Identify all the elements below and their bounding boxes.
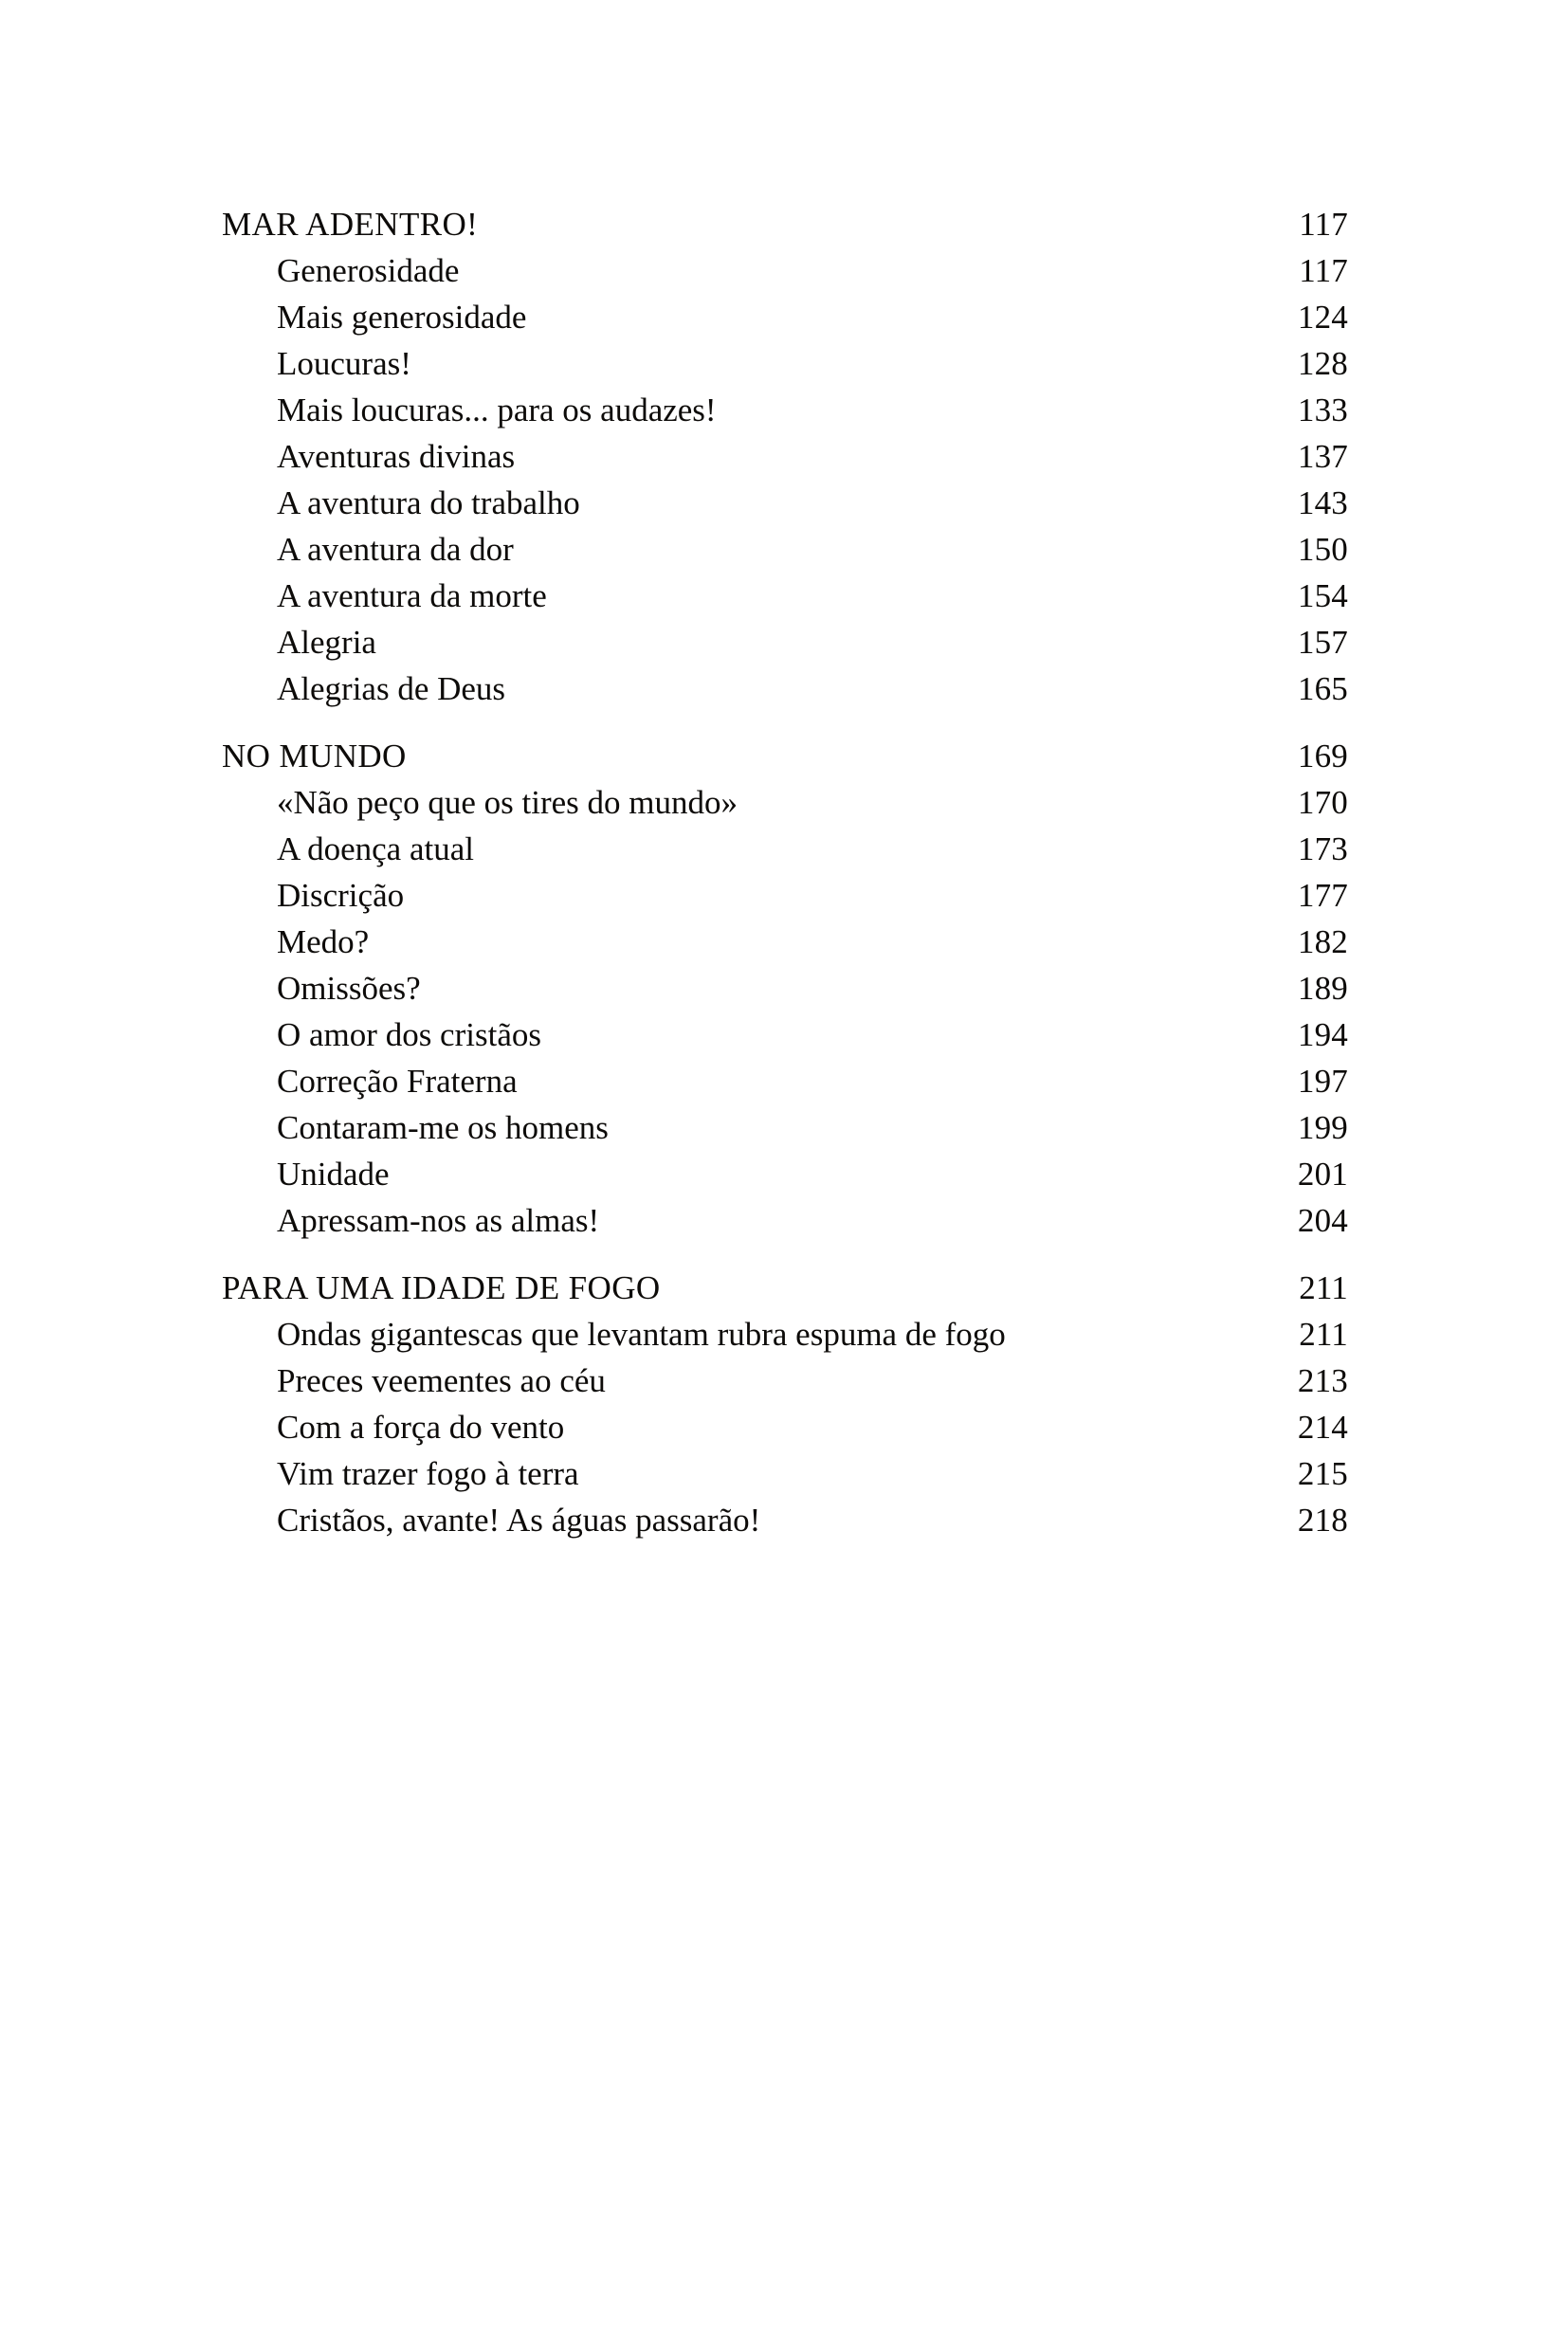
toc-entry-page-number: 137 <box>1297 438 1348 475</box>
toc-entry-page-number: 182 <box>1297 923 1348 960</box>
toc-section-heading[interactable] <box>222 733 1348 779</box>
toc-section <box>222 733 1348 1244</box>
toc-entry[interactable] <box>222 1197 1348 1244</box>
toc-entry-page-number: 173 <box>1297 830 1348 867</box>
toc-section-heading[interactable] <box>222 1265 1348 1311</box>
toc-entry[interactable] <box>222 1011 1348 1058</box>
toc-entry[interactable] <box>222 247 1348 294</box>
toc-entry-page-number: 157 <box>1297 624 1348 661</box>
toc-entry[interactable] <box>222 526 1348 573</box>
toc-entry[interactable] <box>222 1104 1348 1151</box>
toc-entry-page-number: 150 <box>1297 531 1348 568</box>
toc-entry-title: A aventura da morte <box>277 577 547 614</box>
toc-entry-title: A aventura do trabalho <box>277 484 580 521</box>
toc-section-heading[interactable] <box>222 201 1348 247</box>
toc-entry-title: Com a força do vento <box>277 1409 565 1446</box>
toc-entry[interactable] <box>222 340 1348 387</box>
toc-entry[interactable] <box>222 1058 1348 1104</box>
toc-entry-page-number: 218 <box>1297 1502 1348 1539</box>
toc-entry[interactable] <box>222 665 1348 712</box>
toc-entry-title: O amor dos cristãos <box>277 1016 541 1053</box>
toc-entry[interactable] <box>222 1311 1348 1358</box>
toc-section <box>222 201 1348 712</box>
toc-entry-title: Alegria <box>277 624 376 661</box>
toc-entry[interactable] <box>222 872 1348 919</box>
toc-entry-page-number: 213 <box>1297 1362 1348 1399</box>
toc-entry-page-number: 170 <box>1297 784 1348 821</box>
toc-entry[interactable] <box>222 387 1348 433</box>
toc-entry-title: Contaram-me os homens <box>277 1109 609 1146</box>
toc-section-title: PARA UMA IDADE DE FOGO <box>222 1269 661 1306</box>
toc-entry-title: Vim trazer fogo à terra <box>277 1455 579 1492</box>
toc-entry-title: Alegrias de Deus <box>277 670 506 707</box>
toc-list <box>222 201 1348 1543</box>
toc-entry-page-number: 117 <box>1299 252 1348 289</box>
toc-entry[interactable] <box>222 1358 1348 1404</box>
toc-entry[interactable] <box>222 433 1348 480</box>
toc-section-page-number: 117 <box>1299 206 1348 243</box>
toc-entry[interactable] <box>222 965 1348 1011</box>
toc-entry-title: Aventuras divinas <box>277 438 516 475</box>
toc-entry-title: Loucuras! <box>277 345 411 382</box>
toc-entry-title: Cristãos, avante! As águas passarão! <box>277 1502 761 1539</box>
toc-entry-title: A aventura da dor <box>277 531 514 568</box>
toc-entry[interactable] <box>222 826 1348 872</box>
toc-entry-page-number: 124 <box>1297 299 1348 336</box>
toc-entry-title: Apressam-nos as almas! <box>277 1202 600 1239</box>
toc-entry-page-number: 215 <box>1297 1455 1348 1492</box>
toc-entry-title: Discrição <box>277 877 405 914</box>
toc-entry-title: Generosidade <box>277 252 460 289</box>
toc-entry-page-number: 197 <box>1297 1063 1348 1100</box>
toc-section <box>222 1265 1348 1543</box>
toc-entry-page-number: 201 <box>1297 1156 1348 1193</box>
toc-entry[interactable] <box>222 1450 1348 1497</box>
toc-entry[interactable] <box>222 919 1348 965</box>
toc-entry-title: Ondas gigantescas que levantam rubra espuma de fogo <box>277 1316 1006 1353</box>
toc-entry-page-number: 199 <box>1297 1109 1348 1146</box>
toc-entry-title: Omissões? <box>277 970 421 1007</box>
toc-entry[interactable] <box>222 1151 1348 1197</box>
toc-entry-page-number: 211 <box>1299 1316 1348 1353</box>
toc-entry-title: Mais generosidade <box>277 299 527 336</box>
toc-entry-title: Unidade <box>277 1156 390 1193</box>
toc-section-title: NO MUNDO <box>222 738 407 775</box>
toc-entry-page-number: 204 <box>1297 1202 1348 1239</box>
toc-entry-title: Medo? <box>277 923 370 960</box>
toc-entry[interactable] <box>222 779 1348 826</box>
toc-entry[interactable] <box>222 619 1348 665</box>
toc-section-page-number: 169 <box>1297 738 1348 775</box>
toc-section-page-number: 211 <box>1299 1269 1348 1306</box>
toc-entry-page-number: 165 <box>1297 670 1348 707</box>
toc-entry[interactable] <box>222 1497 1348 1543</box>
toc-entry-page-number: 154 <box>1297 577 1348 614</box>
toc-entry-page-number: 189 <box>1297 970 1348 1007</box>
toc-entry-page-number: 194 <box>1297 1016 1348 1053</box>
toc-entry-page-number: 177 <box>1297 877 1348 914</box>
toc-entry[interactable] <box>222 294 1348 340</box>
toc-entry-title: «Não peço que os tires do mundo» <box>277 784 738 821</box>
toc-entry-page-number: 214 <box>1297 1409 1348 1446</box>
toc-entry[interactable] <box>222 1404 1348 1450</box>
toc-entry-page-number: 128 <box>1297 345 1348 382</box>
toc-section-title: MAR ADENTRO! <box>222 206 479 243</box>
toc-entry-title: A doença atual <box>277 830 474 867</box>
toc-entry[interactable] <box>222 480 1348 526</box>
toc-entry-title: Mais loucuras... para os audazes! <box>277 392 717 428</box>
toc-entry-page-number: 133 <box>1297 392 1348 428</box>
toc-entry-title: Correção Fraterna <box>277 1063 518 1100</box>
toc-entry-title: Preces veementes ao céu <box>277 1362 606 1399</box>
toc-entry[interactable] <box>222 573 1348 619</box>
toc-entry-page-number: 143 <box>1297 484 1348 521</box>
